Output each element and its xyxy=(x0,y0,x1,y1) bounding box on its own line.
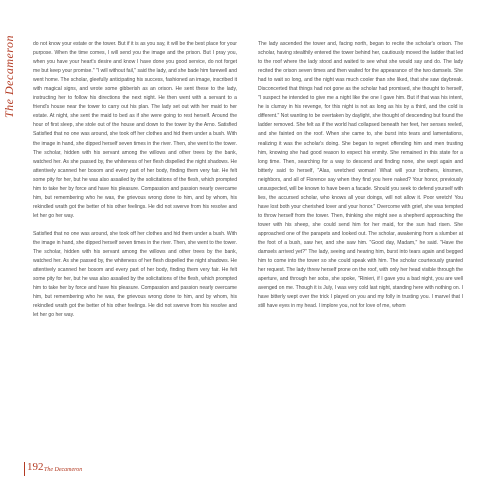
paragraph: do not know your estate or the tower. But if it is as you say, it will be the best place for your purpose. When the time comes, I will send you the image and the prison. But I pray you, when you have your heart's desire and know I have done you good service, do not forget me but keep your promise." "I will without fail," said the lady, and she bade him farewell and went home. The scholar, gleefully anticipating his success, fashioned an image, inscribed it with magical signs, and wrote some gibberish as an orison. He sent these to the lady, instructing her to follow his directions the next night. He then went with a servant to a friend's house near the tower to carry out his plan. The lady set out with her maid to her estate. At night, she sent the maid to bed as if she were going to rest herself. Around the hour of first sleep, she stole out of the house and down to the tower by the Arno. Satisfied Satisfied that no one was around, she took off her clothes and hid them under a bush. With the image in hand, she dipped herself seven times in the river. Then, she went to the tower. The scholar, hidden with his servant among the willows and other trees by the bank, watched her. As she passed by, the whiteness of her flesh dispelled the night shadows. He attentively scanned her bosom and every part of her body, finding them very fair. He felt some pity for her, but he was also assailed by the solicitations of the flesh, which prompted him to take her by force and have his pleasure. Compassion and passion nearly overcame him, but remembering who he was, the grievous wrong done to him, and by whom, his rekindled wrath got the better of his other feelings. He did not swerve from his resolve and let her go her way. xyxy=(33,41,237,219)
page-number: 192 xyxy=(27,461,44,473)
paragraph: The lady ascended the tower and, facing north, began to recite the scholar's orison. The scholar, having stealthily entered the tower behind her, cautiously moved the ladder that led to the roof where the lady stood and waited to see what she would say and do. The lady recited the orison seven times and then waited for the appearance of the two damsels. She had to wait so long, and the night was much cooler than she liked, that she saw daybreak. Disconcerted that things had not gone as the scholar had promised, she thought to herself, "I suspect he intended to give me a night like the one I gave him. But if that was his intent, he is clumsy in his revenge, for this night is not as long as his by a third, and the cold is different." Not wanting to be overtaken by daylight, she thought of descending but found the ladder removed. She felt as if the world had collapsed beneath her feet, her senses reeled, and she fainted on the roof. When she came to, she burst into tears and lamentations, realizing it was the scholar's doing. She began to regret offending him and men trusting him, knowing she had good reason to expect his enmity. She remained in this state for a long time. Then, searching for a way to descend and finding none, she wept again and bitterly said to herself, "Alas, wretched woman! What will your brothers, kinsmen, neighbors, and all of Florence say when they find you here naked? Your honor, previously unsuspected, will be known to have been a facade. Should you seek to defend yourself with lies, the accursed scholar, who knows all your doings, will not allow it. Poor wretch! You have lost both your cherished lover and your honor." Overcome with grief, she was tempted to throw herself from the tower. Then, thinking she might see a shepherd approaching the tower with his sheep, she could send him for her maid, for the sun had risen. She approached one of the parapets and looked out. The scholar, awakening from a slumber at the foot of a bush, saw her, and she saw him. "Good day, Madam," he said. "Have the damsels arrived yet?" The lady, seeing and hearing him, burst into tears again and begged him to come into the tower so she could speak with him. The scholar courteously granted her request. The lady threw herself prone on the roof, with only her head visible through the aperture, and through her sobs, she spoke, "Rinieri, if I gave you a bad night, you are well avenged on me. Though it is July, I was very cold last night, standing here with nothing on. I have bitterly wept over the trick I played on you and my folly in trusting you. I marvel that I still have eyes in my head. I implore you, not for love of me, whom xyxy=(258,41,463,310)
footer-running-title: The Decameron xyxy=(44,467,83,473)
running-title-vertical: The Decameron xyxy=(2,34,16,118)
text-column-right xyxy=(258,40,463,460)
paragraph: Satisfied that no one was around, she took off her clothes and hid them under a bush. With the image in hand, she dipped herself seven times in the river. Then, she went to the tower. The scholar, hidden with his servant among the willows and other trees by the bank, watched her. As she passed by, the whiteness of her flesh dispelled the night shadows. He attentively scanned her bosom and every part of her body, finding them very fair. He felt some pity for her, but he was also assailed by the solicitations of the flesh, which prompted him to take her by force and have his pleasure. Compassion and passion nearly overcame him, but remembering who he was, the grievous wrong done to him, and by whom, his rekindled wrath got the better of his other feelings. He did not swerve from his resolve and let her go her way. xyxy=(33,230,237,319)
text-column-left xyxy=(33,40,237,450)
folio-divider xyxy=(24,462,25,476)
